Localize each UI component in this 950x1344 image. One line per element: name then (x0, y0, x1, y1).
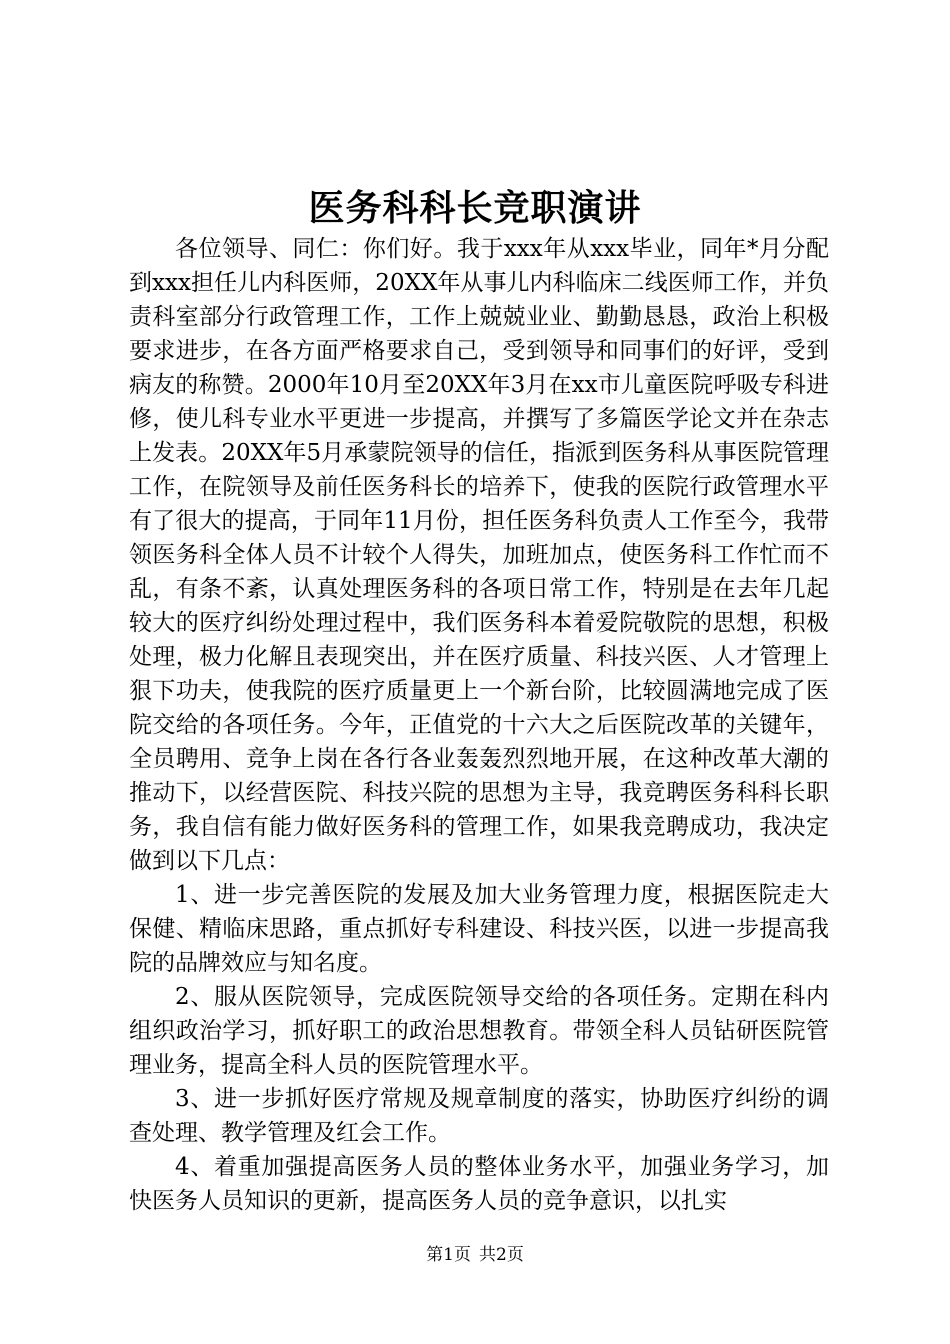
paragraph-point-4: 4、着重加强提高医务人员的整体业务水平，加强业务学习，加快医务人员知识的更新，提高医务人员的竞争意识，以扎实 (129, 1154, 829, 1214)
paragraph-intro: 各位领导、同仁：你们好。我于xxx年从xxx毕业，同年*月分配到xxx担任儿内科医师，20XX年从事儿内科临床二线医师工作，并负责科室部分行政管理工作，工作上兢兢业业、勤勤恳恳，政治上积极要求进步，在各方面严格要求自己，受到领导和同事们的好评，受到病友的称赞。2000年10月至20XX年3月在xx市儿童医院呼吸专科进修，使儿科专业水平更进一步提高，并撰写了多篇医学论文并在杂志上发表。20XX年5月承蒙院领导的信任，指派到医务科从事医院管理工作，在院领导及前任医务科长的培养下，使我的医院行政管理水平有了很大的提高，于同年11月份，担任医务科负责人工作至今，我带领医务科全体人员不计较个人得失，加班加点，使医务科工作忙而不乱，有条不紊，认真处理医务科的各项日常工作，特别是在去年几起较大的医疗纠纷处理过程中，我们医务科本着爱院敬院的思想，积极处理，极力化解且表现突出，并在医疗质量、科技兴医、人才管理上狠下功夫，使我院的医疗质量更上一个新台阶，比较圆满地完成了医院交给的各项任务。今年，正值党的十六大之后医院改革的关键年，全员聘用、竞争上岗在各行各业轰轰烈烈地开展，在这种改革大潮的推动下，以经营医院、科技兴院的思想为主导，我竞聘医务科科长职务，我自信有能力做好医务科的管理工作，如果我竞聘成功，我决定做到以下几点： (129, 236, 829, 874)
document-title: 医务科科长竞职演讲 (308, 187, 642, 229)
page-footer (0, 1243, 950, 1267)
page-number-total: 共2页 (479, 1245, 524, 1265)
paragraph-point-1: 1、进一步完善医院的发展及加大业务管理力度，根据医院走大保健、精临床思路，重点抓好专科建设、科技兴医，以进一步提高我院的品牌效应与知名度。 (129, 882, 829, 976)
paragraph-point-2: 2、服从医院领导，完成医院领导交给的各项任务。定期在科内组织政治学习，抓好职工的政治思想教育。带领全科人员钻研医院管理业务，提高全科人员的医院管理水平。 (129, 984, 829, 1078)
paragraph-point-3: 3、进一步抓好医疗常规及规章制度的落实，协助医疗纠纷的调查处理、教学管理及红会工作。 (129, 1086, 829, 1146)
document-body (129, 232, 829, 1218)
page-number-current: 第1页 (426, 1245, 471, 1265)
